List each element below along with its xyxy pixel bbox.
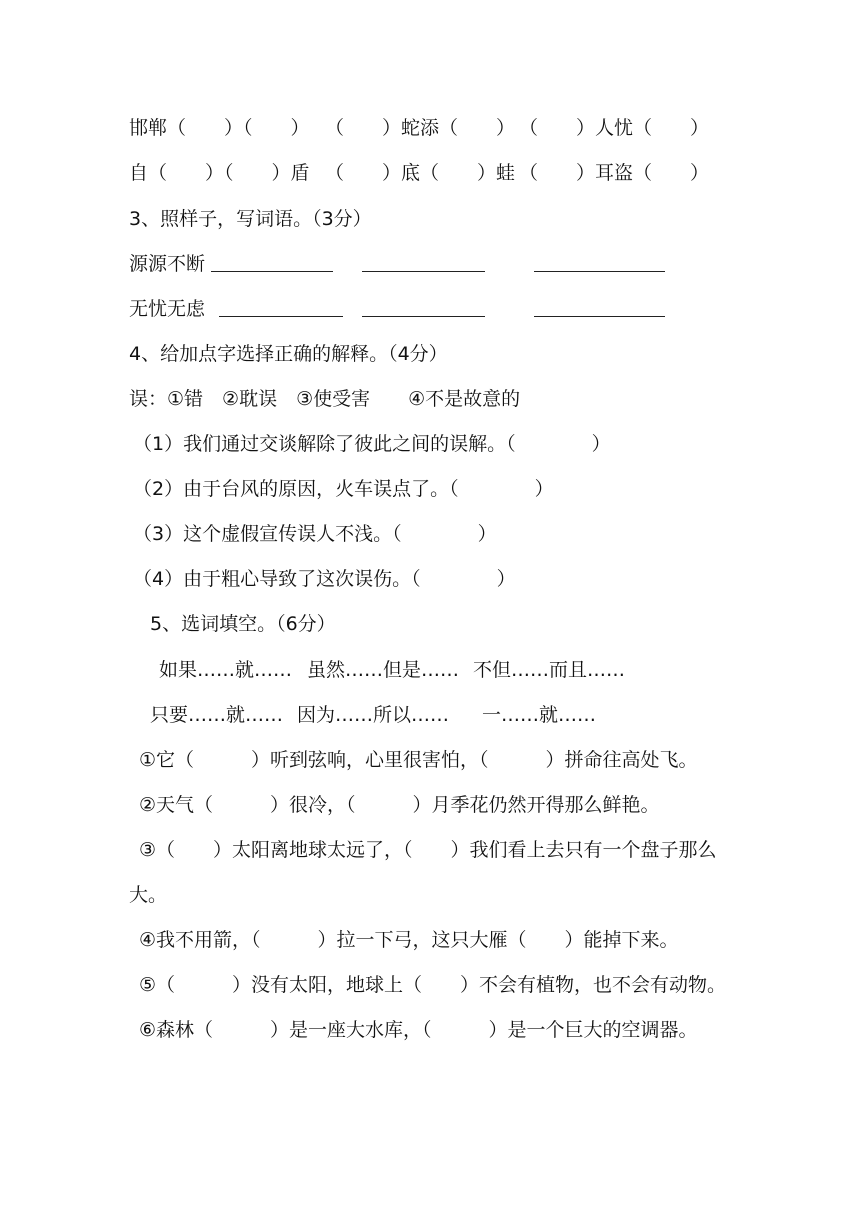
idiom-1: 邯郸（ ）（ ） bbox=[129, 117, 310, 139]
word-pair: 因为……所以…… bbox=[297, 704, 450, 726]
word-pair: 不但……而且…… bbox=[473, 659, 626, 681]
word-pair: 一……就…… bbox=[482, 704, 597, 726]
q4-item-1: （1）我们通过交谈解除了彼此之间的误解。（ ） bbox=[133, 433, 611, 455]
answer-blank[interactable] bbox=[534, 316, 665, 317]
q5-item-2: ②天气（ ）很冷，（ ）月季花仍然开得那么鲜艳。 bbox=[139, 794, 660, 816]
answer-blank[interactable] bbox=[362, 271, 485, 272]
idiom-4: 自（ ）（ ）盾 bbox=[129, 162, 310, 184]
word-pair: 虽然……但是…… bbox=[307, 659, 460, 681]
answer-blank[interactable] bbox=[362, 316, 485, 317]
answer-blank[interactable] bbox=[534, 271, 665, 272]
q5-item-4: ④我不用箭，（ ）拉一下弓，这只大雁（ ）能掉下来。 bbox=[139, 929, 679, 951]
q5-item-5: ⑤（ ）没有太阳，地球上（ ）不会有植物，也不会有动物。 bbox=[139, 974, 727, 996]
q4-options: 误：①错 ②耽误 ③使受害 ④不是故意的 bbox=[129, 388, 521, 410]
q3-title: 3、照样子，写词语。（3分） bbox=[129, 208, 372, 230]
q5-title: 5、选词填空。（6分） bbox=[150, 613, 336, 635]
q3-row-2 bbox=[0, 296, 206, 452]
q5-item-6: ⑥森林（ ）是一座大水库，（ ）是一个巨大的空调器。 bbox=[139, 1019, 698, 1041]
q4-item-2: （2）由于台风的原因，火车误点了。（ ） bbox=[133, 478, 554, 500]
q3-example-2: 无忧无虑 bbox=[129, 298, 206, 320]
idiom-5: （ ）底（ ）蛙 bbox=[325, 162, 516, 184]
idiom-3: （ ）人忧（ ） bbox=[519, 117, 710, 139]
q4-item-4: （4）由于粗心导致了这次误伤。（ ） bbox=[133, 568, 516, 590]
idiom-2: （ ）蛇添（ ） bbox=[325, 117, 516, 139]
q4-item-3: （3）这个虚假宣传误人不浅。（ ） bbox=[133, 523, 497, 545]
q5-item-1: ①它（ ）听到弦响，心里很害怕，（ ）拼命往高处飞。 bbox=[139, 749, 698, 771]
q5-item-3: ③（ ）太阳离地球太远了，（ ）我们看上去只有一个盘子那么 bbox=[139, 839, 717, 861]
answer-blank[interactable] bbox=[219, 316, 343, 317]
answer-blank[interactable] bbox=[211, 271, 333, 272]
word-pair: 只要……就…… bbox=[150, 704, 284, 726]
idiom-6: （ ）耳盗（ ） bbox=[519, 162, 710, 184]
q5-item-3-cont: 大。 bbox=[129, 884, 168, 906]
q4-title: 4、给加点字选择正确的解释。（4分） bbox=[129, 343, 448, 365]
q3-example-1: 源源不断 bbox=[129, 253, 206, 275]
word-pair: 如果……就…… bbox=[159, 659, 293, 681]
